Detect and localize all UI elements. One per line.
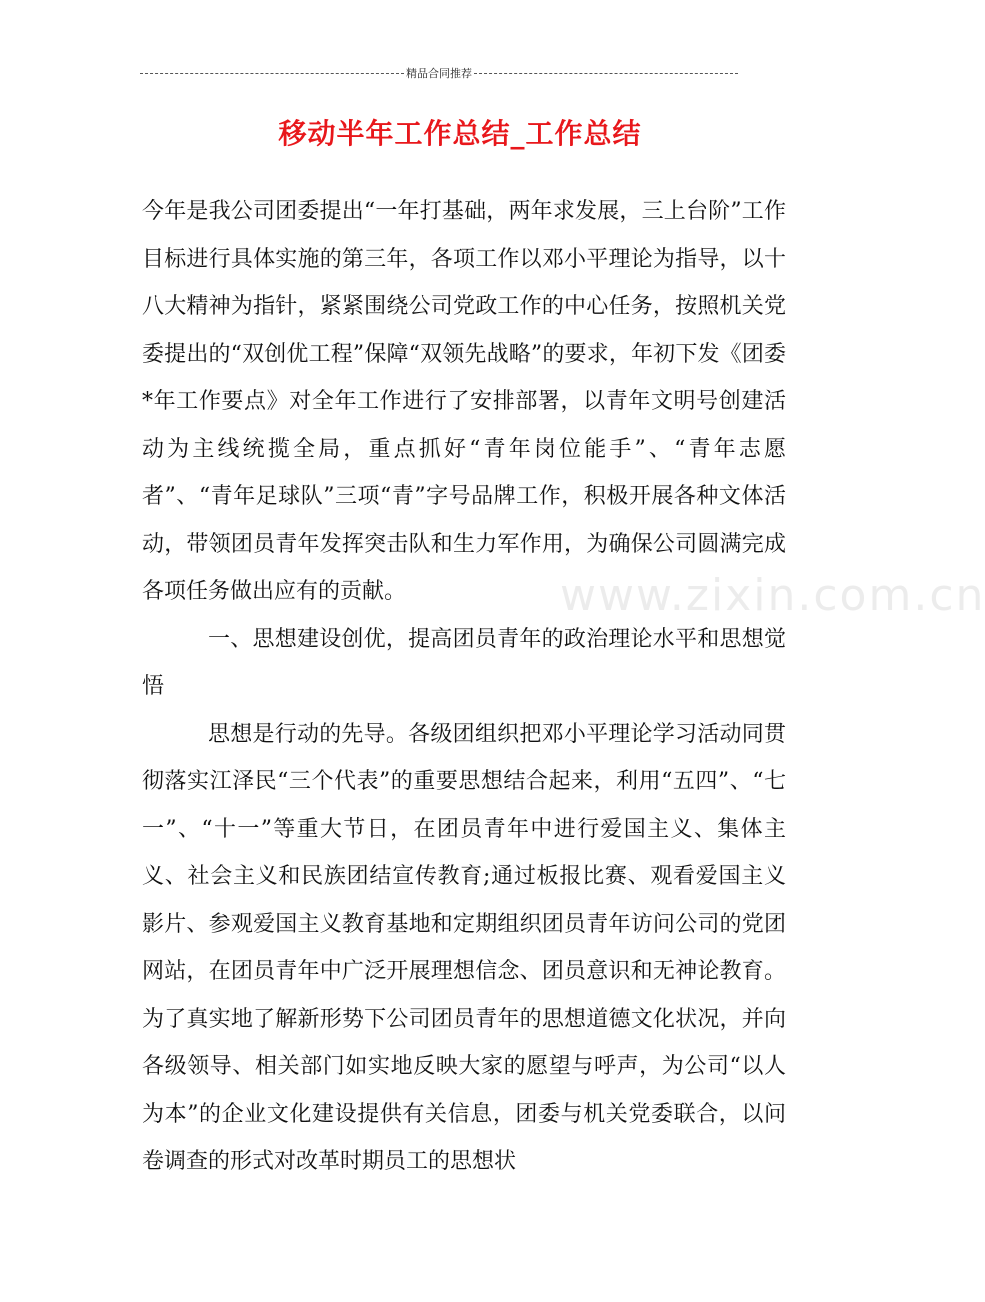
watermark: www.zixin.com.cn: [560, 570, 985, 621]
header-label: 精品合同推荐: [406, 67, 472, 80]
header-divider-right: [474, 73, 738, 74]
document-title: 移动半年工作总结_工作总结: [278, 117, 642, 150]
header-divider-left: [140, 73, 404, 74]
body-paragraph: 思想是行动的先导。各级团组织把邓小平理论学习活动同贯彻落实江泽民“三个代表”的重要思想结合起来，利用“五四”、“七一”、“十一”等重大节日，在团员青年中进行爱国主义、集体主义、社会主义和民族团结宣传教育;通过板报比赛、观看爱国主义影片、参观爱国主义教育基地和定期组织团员青年访问公司的党团网站，在团员青年中广泛开展理想信念、团员意识和无神论教育。为了真实地了解新形势下公司团员青年的思想道德文化状况，并向各级领导、相关部门如实地反映大家的愿望与呼声，为公司“以人为本”的企业文化建设提供有关信息，团委与机关党委联合，以问卷调查的形式对改革时期员工的思想状: [142, 721, 786, 1174]
document-body: [142, 188, 786, 1186]
page-header: [140, 66, 738, 80]
section-heading: 一、思想建设创优，提高团员青年的政治理论水平和思想觉悟: [142, 626, 786, 699]
intro-paragraph: 今年是我公司团委提出“一年打基础，两年求发展，三上台阶”工作目标进行具体实施的第三年，各项工作以邓小平理论为指导，以十八大精神为指针，紧紧围绕公司党政工作的中心任务，按照机关党委提出的“双创优工程”保障“双领先战略”的要求，年初下发《团委*年工作要点》对全年工作进行了安排部署，以青年文明号创建活动为主线统揽全局，重点抓好“青年岗位能手”、“青年志愿者”、“青年足球队”三项“青”字号品牌工作，积极开展各种文体活动，带领团员青年发挥突击队和生力军作用，为确保公司圆满完成各项任务做出应有的贡献。: [142, 199, 786, 604]
